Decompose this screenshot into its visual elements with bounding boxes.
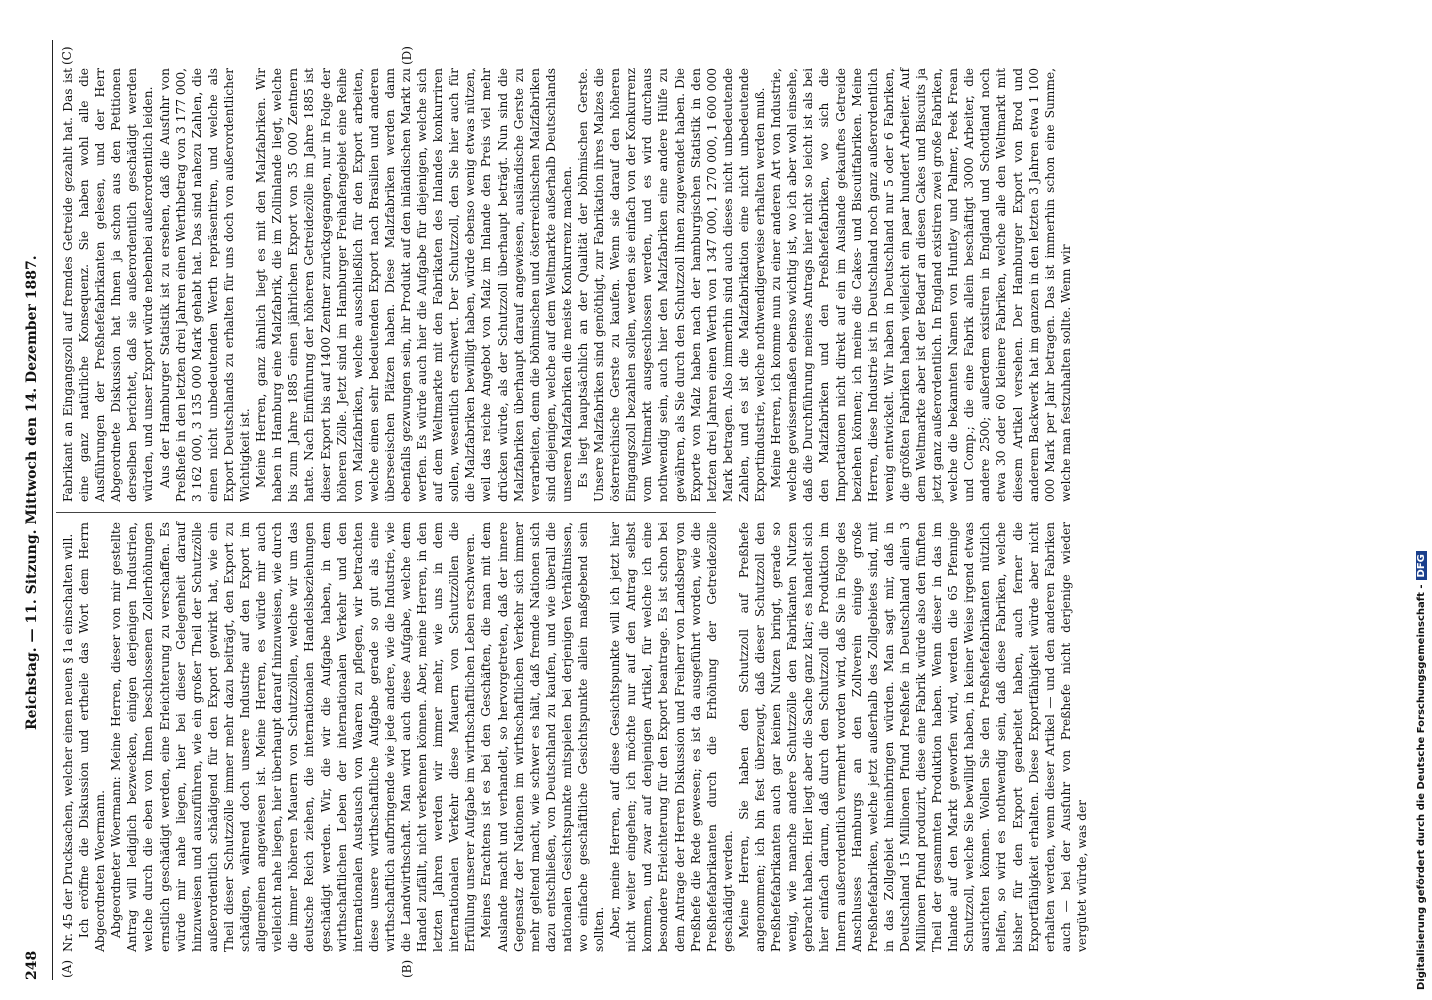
left-column: [60, 522, 1089, 952]
right-column: [60, 68, 1073, 502]
paragraph: Abgeordneter Woermann: Meine Herren, dieser von mir gestellte Antrag will lediglich bezwecken, einigen derjenigen Industrien, welche durch die eben von Ihnen beschlossenen Zollerhöhungen ernstlich geschädigt werden, eine Erleichterung zu verschaffen. Es würde mir nahe liegen, hier bei dieser Gelegenheit darauf hinzuweisen und auszuführen, wie ein großer Theil der Schutzzölle außerordentlich schädigend für den Export gewirkt hat, wie ein Theil dieser Schutzzölle immer mehr dazu beiträgt, den Export zu schädigen, während doch unsere Industrie auf den Export im allgemeinen angewiesen ist. Meine Herren, es würde mir auch vielleicht nahe liegen, hier überhaupt darauf hinzuweisen, wie durch die immer höheren Mauern von Schutzzöllen, welche wir um das deutsche Reich ziehen, die internationalen Handelsbeziehungen geschädigt werden. Wir, die wir die Aufgabe haben, in dem wirthschaftlichen Leben der internationalen Verkehr und den internationalen Austausch von Waaren zu pflegen, wir betrachten diese unsere wirthschaftliche Aufgabe gerade so gut als eine wirthschaftlich aufbringende wie jede andere, wie die Industrie, wie die Landwirthschaft. Man wird auch diese Aufgabe, welche dem Handel zufällt, nicht verkennen können. Aber, meine Herren, in den letzten Jahren werden wir immer mehr, wie uns in dem internationalen Verkehr diese Mauern von Schutzzöllen die Erfüllung unserer Aufgabe im wirthschaftlichen Leben erschweren.: [109, 522, 478, 952]
page-number: 248: [24, 950, 40, 980]
paragraph: Meine Herren, ich komme nun zu einer anderen Art von Industrie, welche gewissermaßen ebenso wichtig ist, wo ich aber wohl einsehe, daß die Durchführung meines Antrags hier nicht so leicht ist als bei den Malzfabriken und den Preßhefefabriken, wo sich die Importationen nicht direkt auf ein im Auslande gekauftes Getreide beziehen können; ich meine die Cakes- und Biscuitfabriken. Meine Herren, diese Industrie ist in Deutschland noch ganz außerordentlich wenig entwickelt. Wir haben in Deutschland nur 5 oder 6 Fabriken, die größten Fabriken haben vielleicht ein paar hundert Arbeiter. Auf dem Weltmarkte aber ist der Bedarf an diesen Cakes und Biscuits ja jetzt ganz außerordentlich. In England existiren zwei große Fabriken, welche die bekannten Namen von Huntley und Palmer, Peek Frean und Comp.; die eine Fabrik allein beschäftigt 3000 Arbeiter, die andere 2500; außerdem existiren in England und Schottland noch etwa 30 oder 60 kleinere Fabriken, welche alle den Weltmarkt mit diesem Artikel versehen. Der Hamburger Export von Brod und anderem Backwerk hat im ganzen in den letzten 3 Jahren etwa 1 100 000 Mark per Jahr betragen. Das ist immerhin schon eine Summe, welche man festzuhalten sollte. Wenn wir: [769, 68, 1073, 502]
margin-mark-c: (C): [60, 46, 74, 65]
digitization-credit: [1416, 551, 1427, 990]
paragraph: Ich eröffne die Diskussion und ertheile das Wort dem Herrn Abgeordneten Woermann.: [77, 522, 108, 952]
margin-mark-a: (A): [60, 959, 74, 978]
paragraph: Fabrikant an Eingangszoll auf fremdes Getreide gezahlt hat. Das ist eine ganz natürliche Konsequenz. Sie haben wohl alle die Ausführungen der Preßhefefabrikanten gelesen, und der Herr Abgeordnete Diskussion hat Ihnen ja schon aus den Petitionen derselben berichtet, daß sie außerordentlich geschädigt werden würden, und unser Export würde nebenbei außerordentlich leiden.: [61, 68, 156, 502]
paragraph: Aus der Hamburger Statistik ist zu ersehen, daß die Ausfuhr von Preßhefe in den letzten drei Jahren einen Werthbetrag von 3 177 000, 3 162 000, 3 135 000 Mark gehabt hat. Das sind nahezu Zahlen, die einen nicht unbedeutenden Werth repräsentiren, und welche als Export Deutschlands zu erhalten für uns doch von außerordentlicher Wichtigkeit ist.: [157, 68, 253, 502]
paragraph: Nr. 45 der Drucksachen, welcher einen neuen § 1a einschalten will.: [61, 533, 75, 952]
rotated-page-content: [20, 40, 1410, 980]
header-rule: [52, 40, 53, 980]
margin-mark-b: (B): [400, 959, 414, 978]
column-divider: [56, 512, 716, 513]
paragraph: Meine Herren, ganz ähnlich liegt es mit den Malzfabriken. Wir haben in Hamburg eine Malzfabrik, die im Zollinlande liegt, welche bis zum Jahre 1885 einen jährlichen Export von 35 000 Zentnern hatte. Nach Einführung der höheren Getreidezölle im Jahre 1885 ist dieser Export bis auf 1400 Zentner zurückgegangen, nur in Folge der höheren Zölle. Jetzt sind im Hamburger Freihafengebiet eine Reihe von Malzfabriken, welche ausschließlich für den Export arbeiten, welche einen sehr bedeutenden Export nach Brasilien und anderen überseeischen Plätzen haben. Diese Malzfabriken werden dann ebenfalls gezwungen sein, ihr Produkt auf den inländischen Markt zu werfen. Es würde auch hier die Aufgabe für diejenigen, welche sich auf dem Weltmarkte mit den Fabrikaten des Inlandes konkurriren sollen, wesentlich erschwert. Der Schutzzoll, den Sie hier auch für die Malzfabriken bewilligt haben, würde ebenso wenig etwas nützen, weil das reiche Angebot von Malz im Inlande den Preis viel mehr drücken würde, als der Schutzzoll überhaupt beträgt. Nun sind die Malzfabriken überhaupt darauf angewiesen, ausländische Gerste zu verarbeiten, denn die böhmischen und österreichischen Malzfabriken sind diejenigen, welche auf dem Weltmarkte außerhalb Deutschlands unseren Malzfabriken die meiste Konkurrenz machen.: [254, 68, 574, 502]
dfg-logo: DFG: [1416, 551, 1427, 580]
page-title: Reichstag. — 11. Sitzung. Mittwoch den 14. Dezember 1887.: [24, 255, 40, 730]
paragraph: Meines Erachtens ist es bei den Geschäften, die man mit dem Auslande macht und verhandelt, so hervorgetreten, daß der innere Gegensatz der Nationen im wirthschaftlichen Verkehr sich immer mehr geltend macht, wie schwer es hält, daß fremde Nationen sich dazu entschließen, von Deutschland zu kaufen, und wie überall die nationalen Gesichtspunkte mitspielen bei derjenigen Verhältnissen, wo einfache geschäftliche Gesichtspunkte allein maßgebend sein sollten.: [479, 522, 607, 952]
paragraph: Meine Herren, Sie haben den Schutzzoll auf Preßhefe angenommen; ich bin fest überzeugt, daß dieser Schutzzoll den Preßhefefabrikanten auch gar keinen Nutzen bringt, gerade so wenig, wie manche andere Schutzzölle den Fabrikanten Nutzen gebracht haben. Hier liegt aber die Sache ganz klar; es handelt sich hier einfach darum, daß durch den Schutzzoll die Produktion im Innern außerordentlich vermehrt worden wird, daß Sie in Folge des Anschlusses Hamburgs an den Zollverein einige große Preßhefefabriken, welche jetzt außerhalb des Zollgebietes sind, mit in das Zollgebiet hineinbringen würden. Man sagt mir, daß in Deutschland 15 Millionen Pfund Preßhefe in Deutschland allein 3 Millionen Pfund produzirt, diese eine Fabrik würde also den fünften Theil der gesammten Produktion haben. Wenn dieser in das im Inlande auf den Markt geworfen wird, werden die 65 Pfennige Schutzzoll, welche Sie bewilligt haben, in keiner Weise irgend etwas ausrichten können. Wollen Sie den Preßhefefabrikanten nützlich helfen, so wird es nothwendig sein, daß diese Fabriken, welche bisher für den Export gearbeitet haben, auch ferner die Exportfähigkeit erhalten. Diese Exportfähigkeit würde aber nicht erhalten werden, wenn dieser Artikel — und den anderen Fabriken auch — bei der Ausfuhr von Preßhefe nicht derjenige wieder vergütet würde, was der: [736, 522, 1089, 952]
page-header: [20, 40, 50, 980]
margin-mark-d: (D): [400, 46, 414, 65]
credit-text: Digitalisierung gefördert durch die Deutsche Forschungsgemeinschaft -: [1416, 584, 1427, 990]
paragraph: Aber, meine Herren, auf diese Gesichtspunkte will ich jetzt hier nicht weiter eingehen; ich möchte nur auf den Antrag selbst kommen, und zwar auf denjenigen Artikel, für welche ich eine besondere Erleichterung für den Export beantrage. Es ist schon bei dem Antrage der Herren Diskussion und Freiherr von Landsberg von Preßhefe die Rede gewesen; es ist da ausgeführt worden, wie die Preßhefefabrikanten durch die Erhöhung der Getreidezölle geschädigt werden.: [608, 522, 735, 952]
paragraph: Es liegt hauptsächlich an der Qualität der böhmischen Gerste. Unsere Malzfabriken sind genöthigt, zur Fabrikation ihres Malzes die österreichische Gerste zu kaufen. Wenn sie darauf den höheren Eingangszoll bezahlen sollen, werden sie einfach von der Konkurrenz vom Weltmarkt ausgeschlossen werden, und es wird durchaus nothwendig sein, auch hier den Malzfabriken eine andere Hülfe zu gewähren, als Sie durch den Schutzzoll ihnen zugewendet haben. Die Exporte von Malz haben nach der hamburgischen Statistik in den letzten drei Jahren einen Werth von 1 347 000, 1 270 000, 1 600 000 Mark betragen. Also immerhin sind auch dieses nicht unbedeutende Zahlen, und es ist die Malzfabrikation eine nicht unbedeutende Exportindustrie, welche nothwendigerweise erhalten werden muß.: [576, 68, 768, 502]
